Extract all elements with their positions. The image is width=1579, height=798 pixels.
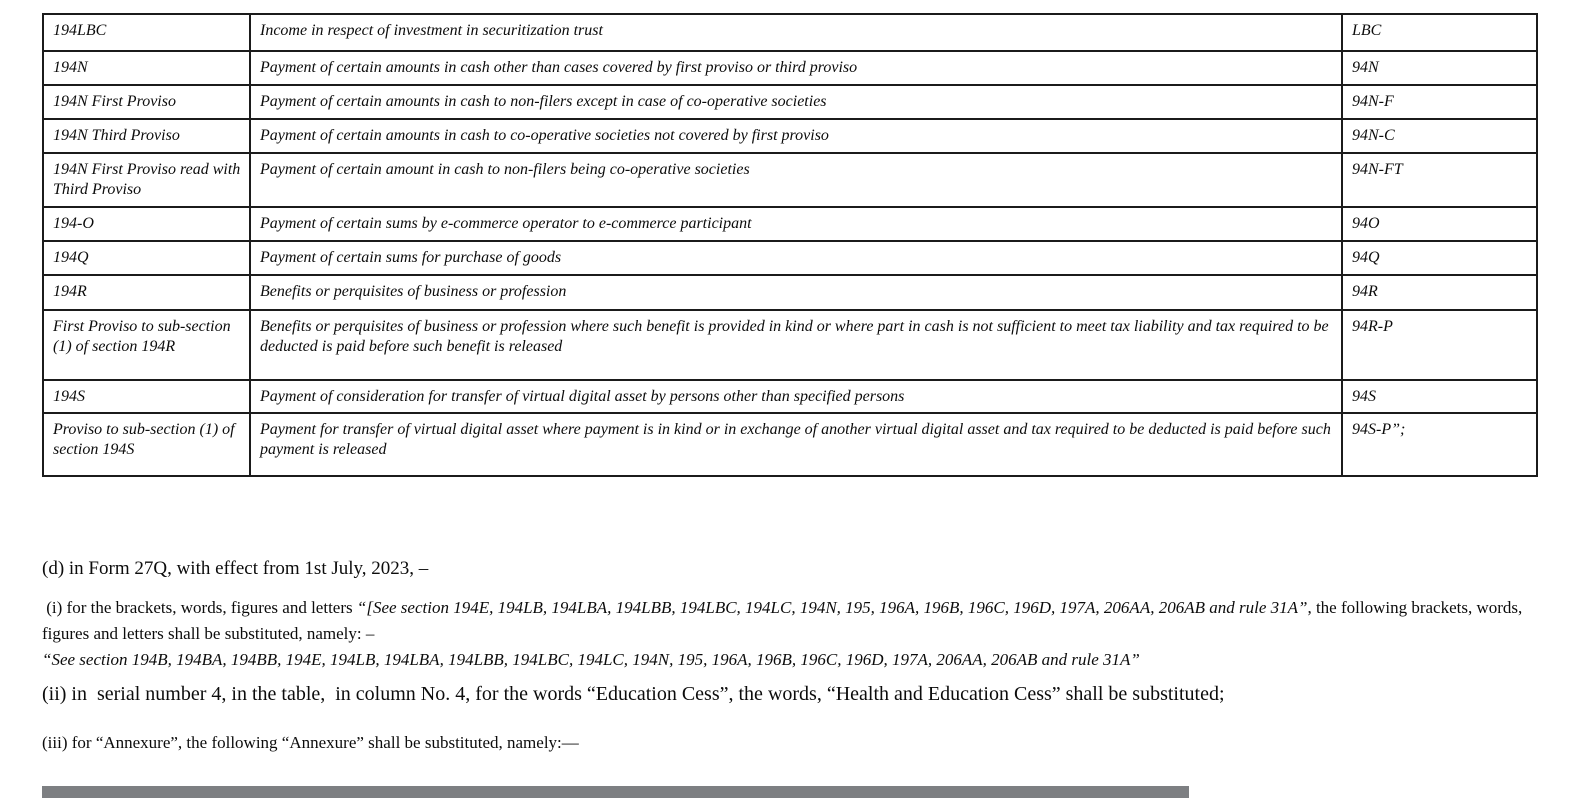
table-row — [43, 207, 1537, 241]
description-cell: Benefits or perquisites of business or profession — [250, 275, 1342, 310]
code-cell: 94N-F — [1342, 85, 1537, 119]
code-cell: 94Q — [1342, 241, 1537, 275]
clause-d-text: (d) in Form 27Q, with effect from 1st July, 2023, – — [42, 558, 429, 579]
table-row — [43, 413, 1537, 476]
section-cell: 194N — [43, 51, 250, 85]
code-cell: 94N-FT — [1342, 153, 1537, 207]
clause-ii-text: (ii) in serial number 4, in the table, in column No. 4, for the words “Education Cess”, the words, “Health and Education Cess” shall be substituted; — [42, 683, 1225, 705]
section-cell: 194N First Proviso — [43, 85, 250, 119]
code-cell: 94R — [1342, 275, 1537, 310]
table-row — [43, 275, 1537, 310]
description-cell: Payment of consideration for transfer of virtual digital asset by persons other than specified persons — [250, 380, 1342, 413]
section-cell: First Proviso to sub-section (1) of section 194R — [43, 310, 250, 380]
code-cell: 94S — [1342, 380, 1537, 413]
code-cell: 94N-C — [1342, 119, 1537, 153]
description-cell: Payment of certain amounts in cash to co-operative societies not covered by first proviso — [250, 119, 1342, 153]
section-cell: 194LBC — [43, 14, 250, 51]
table-row — [43, 380, 1537, 413]
table-row — [43, 310, 1537, 380]
description-cell: Payment of certain amounts in cash other than cases covered by first proviso or third proviso — [250, 51, 1342, 85]
clause-i-quoted-old-text: “[See section 194E, 194LB, 194LBA, 194LBB, 194LBC, 194LC, 194N, 195, 196A, 196B, 196C, 196D, 197A, 206AA, 206AB and rule 31A” — [356, 598, 1308, 617]
section-cell: 194R — [43, 275, 250, 310]
section-cell: 194N Third Proviso — [43, 119, 250, 153]
table-row — [43, 119, 1537, 153]
table-row — [43, 14, 1537, 51]
description-cell: Payment of certain sums by e-commerce operator to e-commerce participant — [250, 207, 1342, 241]
clause-iii-text: (iii) for “Annexure”, the following “Annexure” shall be substituted, namely:— — [42, 733, 579, 752]
code-cell: LBC — [1342, 14, 1537, 51]
table-row — [43, 85, 1537, 119]
clause-d — [42, 557, 1542, 581]
description-cell: Payment of certain amount in cash to non-filers being co-operative societies — [250, 153, 1342, 207]
description-cell: Income in respect of investment in securitization trust — [250, 14, 1342, 51]
code-cell: 94N — [1342, 51, 1537, 85]
clause-i — [42, 595, 1542, 673]
code-cell: 94O — [1342, 207, 1537, 241]
clause-iii — [42, 731, 1542, 755]
table-row — [43, 51, 1537, 85]
next-element-partial-bar — [42, 786, 1189, 798]
code-cell: 94R-P — [1342, 310, 1537, 380]
tds-section-codes-table — [42, 13, 1538, 477]
description-cell: Benefits or perquisites of business or profession where such benefit is provided in kind or where part in cash is not sufficient to meet tax liability and tax required to be deducted is paid before such benefit is released — [250, 310, 1342, 380]
description-cell: Payment of certain sums for purchase of goods — [250, 241, 1342, 275]
description-cell: Payment for transfer of virtual digital asset where payment is in kind or in exchange of another virtual digital asset and tax required to be deducted is paid before such payment is released — [250, 413, 1342, 476]
description-cell: Payment of certain amounts in cash to non-filers except in case of co-operative societies — [250, 85, 1342, 119]
table-row — [43, 241, 1537, 275]
code-cell: 94S-P”; — [1342, 413, 1537, 476]
clause-ii — [42, 681, 1562, 707]
section-cell: 194-O — [43, 207, 250, 241]
table-row — [43, 153, 1537, 207]
clause-i-substituted-text: “See section 194B, 194BA, 194BB, 194E, 194LB, 194LBA, 194LBB, 194LBC, 194LC, 194N, 195, 196A, 196B, 196C, 196D, 197A, 206AA, 206AB and rule 31A” — [42, 650, 1140, 669]
section-cell: Proviso to sub-section (1) of section 194S — [43, 413, 250, 476]
section-cell: 194N First Proviso read with Third Proviso — [43, 153, 250, 207]
clause-i-suffix: , the following brackets, words, figures and letters shall be substituted, namely: – — [42, 598, 1527, 643]
section-cell: 194Q — [43, 241, 250, 275]
section-cell: 194S — [43, 380, 250, 413]
clause-i-prefix: (i) for the brackets, words, figures and letters — [42, 598, 357, 617]
